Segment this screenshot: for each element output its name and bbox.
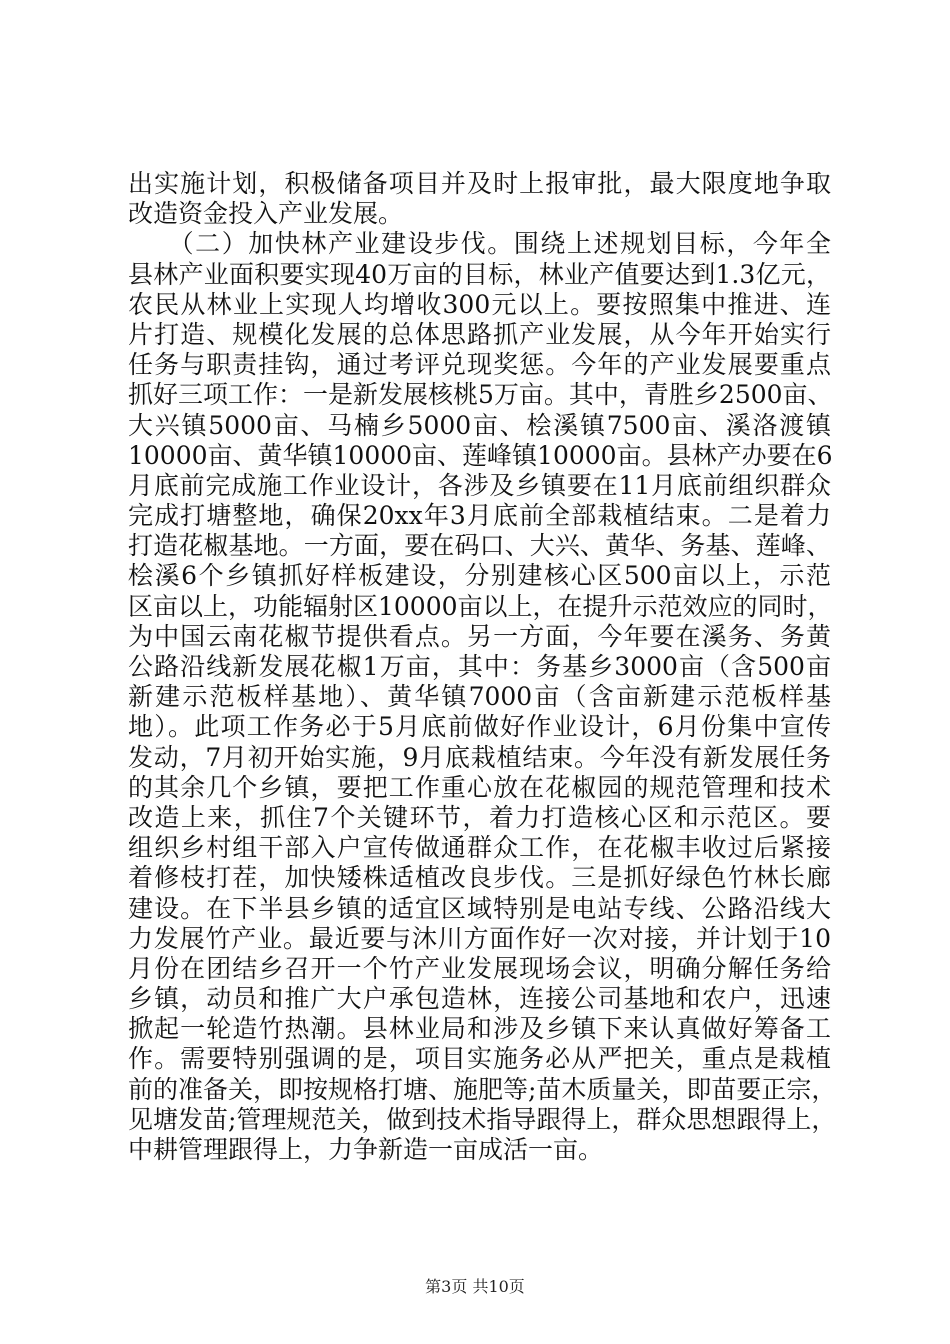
text-line: 掀起一轮造竹热潮。县林业局和涉及乡镇下来认真做好筹备工 xyxy=(128,1014,831,1044)
text-line: 力发展竹产业。最近要与沐川方面作好一次对接，并计划于10 xyxy=(128,923,831,953)
text-line: 中耕管理跟得上，力争新造一亩成活一亩。 xyxy=(128,1135,604,1164)
text-line: 为中国云南花椒节提供看点。另一方面，今年要在溪务、务黄 xyxy=(128,621,831,651)
text-line: 区亩以上，功能辐射区10000亩以上，在提升示范效应的同时， xyxy=(128,591,833,621)
text-line: 大兴镇5000亩、马楠乡5000亩、桧溪镇7500亩、溪洛渡镇 xyxy=(128,410,831,440)
text-line: 月底前完成施工作业设计，各涉及乡镇要在11月底前组织群众 xyxy=(128,470,831,500)
document-body xyxy=(128,169,837,1165)
text-line: 任务与职责挂钩，通过考评兑现奖惩。今年的产业发展要重点 xyxy=(128,350,831,380)
text-line: 县林产业面积要实现40万亩的目标，林业产值要达到1.3亿元， xyxy=(128,259,831,289)
text-line: 桧溪6个乡镇抓好样板建设，分别建核心区500亩以上，示范 xyxy=(128,561,831,591)
text-line: 前的准备关，即按规格打塘、施肥等;苗木质量关，即苗要正宗， xyxy=(128,1074,837,1104)
text-line: 出实施计划，积极储备项目并及时上报审批，最大限度地争取 xyxy=(128,169,831,198)
text-line: 作。需要特别强调的是，项目实施务必从严把关，重点是栽植 xyxy=(128,1044,831,1074)
text-line: 农民从林业上实现人均增收300元以上。要按照集中推进、连 xyxy=(128,289,831,319)
text-line: 地）。此项工作务必于5月底前做好作业设计，6月份集中宣传 xyxy=(128,712,831,742)
text-line: 打造花椒基地。一方面，要在码口、大兴、黄华、务基、莲峰、 xyxy=(128,531,831,561)
text-line: 完成打塘整地，确保20xx年3月底前全部栽植结束。二是着力 xyxy=(128,501,831,531)
text-line: 乡镇，动员和推广大户承包造林，连接公司基地和农户，迅速 xyxy=(128,984,831,1014)
text-line: 新建示范板样基地）、黄华镇7000亩（含亩新建示范板样基 xyxy=(128,682,831,712)
text-line: 着修枝打茬，加快矮株适植改良步伐。三是抓好绿色竹林长廊 xyxy=(128,863,831,893)
text-line: 的其余几个乡镇，要把工作重心放在花椒园的规范管理和技术 xyxy=(128,772,831,802)
text-line: 组织乡村组干部入户宣传做通群众工作，在花椒丰收过后紧接 xyxy=(128,833,831,863)
text-line: 抓好三项工作：一是新发展核桃5万亩。其中，青胜乡2500亩、 xyxy=(128,380,833,410)
text-line: 改造资金投入产业发展。 xyxy=(128,199,404,229)
text-line: 改造上来，抓住7个关键环节，着力打造核心区和示范区。要 xyxy=(128,802,831,832)
text-line: 建设。在下半县乡镇的适宜区域特别是电站专线、公路沿线大 xyxy=(128,893,831,923)
text-line: 见塘发苗;管理规范关，做到技术指导跟得上，群众思想跟得上， xyxy=(128,1104,837,1134)
text-line: 发动，7月初开始实施，9月底栽植结束。今年没有新发展任务 xyxy=(128,742,831,772)
text-line: 公路沿线新发展花椒1万亩，其中：务基乡3000亩（含500亩 xyxy=(128,652,831,681)
text-line: 10000亩、黄华镇10000亩、莲峰镇10000亩。县林产办要在6 xyxy=(128,440,833,470)
text-line: （二）加快林产业建设步伐。围绕上述规划目标，今年全 xyxy=(128,229,831,259)
text-line: 片打造、规模化发展的总体思路抓产业发展，从今年开始实行 xyxy=(128,319,831,349)
text-line: 月份在团结乡召开一个竹产业发展现场会议，明确分解任务给 xyxy=(128,953,831,983)
page-number: 第3页 共10页 xyxy=(425,1277,525,1296)
